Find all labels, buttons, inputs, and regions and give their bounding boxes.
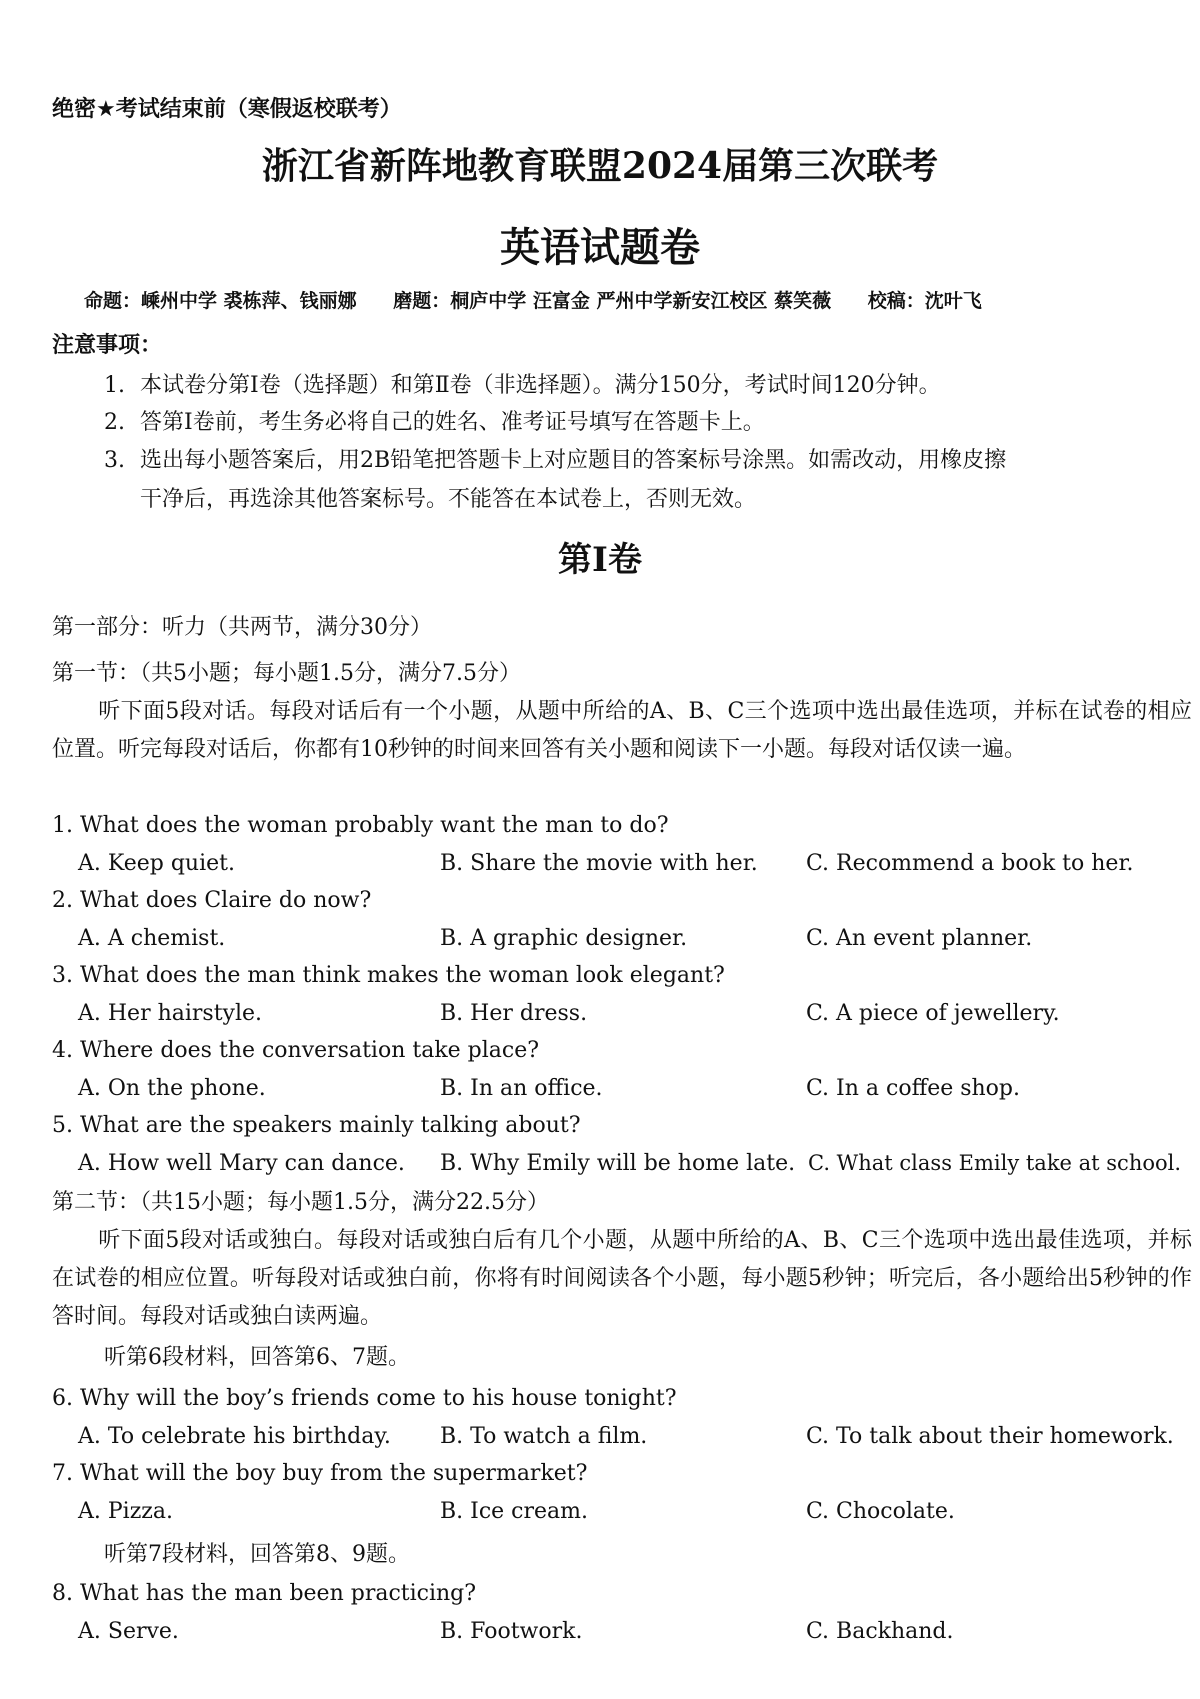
- option-6a: A. To celebrate his birthday.: [78, 1424, 391, 1449]
- material-7-instruction: 听第7段材料，回答第8、9题。: [104, 1542, 410, 1567]
- option-8b: B. Footwork.: [440, 1619, 583, 1644]
- option-4a: A. On the phone.: [78, 1076, 266, 1101]
- credit-proofreader: 校稿：沈叶飞: [867, 290, 982, 312]
- option-2c: C. An event planner.: [806, 926, 1033, 951]
- option-3b: B. Her dress.: [440, 1001, 588, 1026]
- notice-item: [104, 368, 941, 399]
- notice-item: [104, 443, 1006, 474]
- option-5c: C. What class Emily take at school.: [808, 1151, 1182, 1175]
- option-4b: B. In an office.: [440, 1076, 603, 1101]
- option-5b: B. Why Emily will be home late.: [440, 1151, 796, 1176]
- part1-heading: 第一部分：听力（共两节，满分30分）: [52, 615, 432, 640]
- question-3: 3. What does the man think makes the woman look elegant?: [52, 963, 725, 988]
- notice-item: [104, 405, 765, 436]
- notice-num: 3.: [104, 448, 125, 473]
- question-6: 6. Why will the boy’s friends come to his house tonight?: [52, 1386, 677, 1411]
- section2-instructions: 听下面5段对话或独白。每段对话或独白后有几个小题，从题中所给的A、B、C三个选项中选出最佳选项，并标在试卷的相应位置。听每段对话或独白前，你将有时间阅读各个小题，每小题5秒钟；听完后，各小题给出5秒钟的作答时间。每段对话或独白读两遍。: [52, 1228, 1192, 1329]
- question-7: 7. What will the boy buy from the supermarket?: [52, 1461, 588, 1486]
- question-4: 4. Where does the conversation take place?: [52, 1038, 540, 1063]
- volume-heading: 第Ⅰ卷: [558, 540, 642, 580]
- option-4c: C. In a coffee shop.: [806, 1076, 1021, 1101]
- option-6b: B. To watch a film.: [440, 1424, 648, 1449]
- option-1c: C. Recommend a book to her.: [806, 851, 1134, 876]
- notice-num: 2.: [104, 410, 125, 435]
- credits-line: [84, 286, 1012, 313]
- option-8a: A. Serve.: [78, 1619, 179, 1644]
- exam-title: 浙江省新阵地教育联盟2024届第三次联考: [261, 145, 939, 187]
- option-1b: B. Share the movie with her.: [440, 851, 758, 876]
- notice-heading: 注意事项：: [52, 333, 163, 358]
- option-3a: A. Her hairstyle.: [78, 1001, 263, 1026]
- option-5a: A. How well Mary can dance.: [78, 1151, 405, 1176]
- section2-heading: 第二节：（共15小题；每小题1.5分，满分22.5分）: [52, 1190, 549, 1215]
- notice-text: 答第Ⅰ卷前，考生务必将自己的姓名、准考证号填写在答题卡上。: [140, 410, 765, 435]
- option-1a: A. Keep quiet.: [78, 851, 235, 876]
- option-3c: C. A piece of jewellery.: [806, 1001, 1060, 1026]
- material-6-instruction: 听第6段材料，回答第6、7题。: [104, 1345, 410, 1370]
- notice-text: 选出每小题答案后，用2B铅笔把答题卡上对应题目的答案标号涂黑。如需改动，用橡皮擦: [140, 448, 1007, 473]
- notice-text: 本试卷分第Ⅰ卷（选择题）和第Ⅱ卷（非选择题）。满分150分，考试时间120分钟。: [140, 373, 941, 398]
- option-7b: B. Ice cream.: [440, 1499, 589, 1524]
- credit-setter: 命题：嵊州中学 裘栋萍、钱丽娜: [84, 290, 357, 312]
- option-2b: B. A graphic designer.: [440, 926, 688, 951]
- section1-heading: 第一节：（共5小题；每小题1.5分，满分7.5分）: [52, 661, 521, 686]
- option-8c: C. Backhand.: [806, 1619, 954, 1644]
- question-5: 5. What are the speakers mainly talking about?: [52, 1113, 581, 1138]
- section1-instructions: 听下面5段对话。每段对话后有一个小题，从题中所给的A、B、C三个选项中选出最佳选项，并标在试卷的相应位置。听完每段对话后，你都有10秒钟的时间来回答有关小题和阅读下一小题。每段对话仅读一遍。: [52, 699, 1192, 762]
- option-7c: C. Chocolate.: [806, 1499, 955, 1524]
- option-7a: A. Pizza.: [78, 1499, 174, 1524]
- question-8: 8. What has the man been practicing?: [52, 1581, 477, 1606]
- exam-subtitle: 英语试题卷: [500, 224, 700, 271]
- confidential-label: 绝密★考试结束前（寒假返校联考）: [52, 97, 402, 122]
- question-1: 1. What does the woman probably want the man to do?: [52, 813, 669, 838]
- question-2: 2. What does Claire do now?: [52, 888, 372, 913]
- credit-reviewer: 磨题：桐庐中学 汪富金 严州中学新安江校区 蔡笑薇: [393, 290, 832, 312]
- notice-item-continued: 干净后，再选涂其他答案标号。不能答在本试卷上，否则无效。: [140, 487, 757, 512]
- notice-num: 1.: [104, 373, 125, 398]
- option-2a: A. A chemist.: [78, 926, 226, 951]
- option-6c: C. To talk about their homework.: [806, 1424, 1174, 1449]
